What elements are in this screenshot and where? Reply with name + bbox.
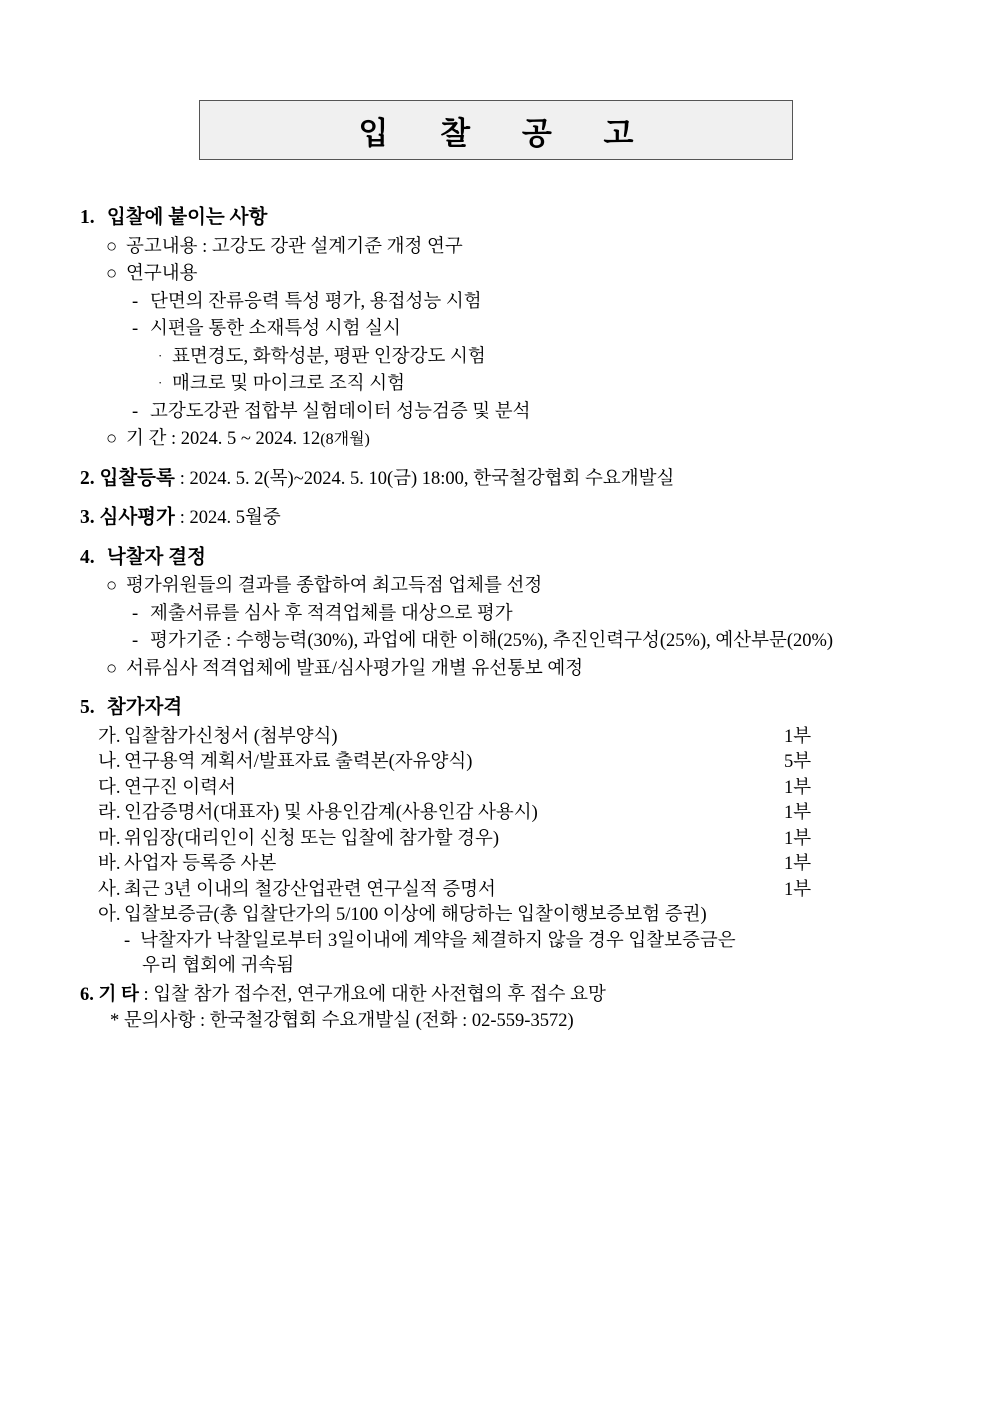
section-2-text: : 2024. 5. 2(목)~2024. 5. 10(금) 18:00, 한국철강협회 수요개발실 (179, 468, 675, 489)
section-6-title: 기 타 (98, 984, 139, 1005)
bullet-dash-icon: - (132, 319, 139, 339)
section-1-item-6 (132, 403, 904, 422)
section-1-item-3 (158, 348, 904, 367)
qualification-row (98, 830, 904, 849)
bullet-dash-icon: - (132, 401, 139, 422)
section-4-heading (80, 548, 904, 568)
qualification-row (98, 804, 904, 823)
section-4-item-2 (132, 632, 904, 651)
section-5 (80, 698, 904, 976)
section-6-text: : 입찰 참가 접수전, 연구개요에 대한 사전협의 후 접수 요망 (143, 984, 606, 1005)
bullet-circle-icon: ○ (106, 264, 118, 284)
section-4-number: 4. (80, 546, 95, 568)
section-4-item-0-text: 평가위원들의 결과를 종합하여 최고득점 업체를 선정 (126, 576, 543, 596)
qualification-count: 1부 (784, 726, 812, 747)
section-5-heading (80, 698, 904, 718)
section-1-heading (80, 208, 904, 228)
section-1-number: 1. (80, 207, 95, 228)
section-4-title: 낙찰자 결정 (106, 546, 206, 568)
qualification-label: 바. (98, 854, 121, 874)
bullet-dash-icon: - (132, 291, 139, 312)
bullet-dash-icon: - (132, 603, 139, 624)
qualification-subnote (124, 932, 904, 951)
section-4-item-1 (132, 605, 904, 624)
section-1-item-5-text: 시편을 통한 소재특성 시험 실시 (150, 319, 401, 339)
section-1-item-7-text: 기 간 : 2024. 5 ~ 2024. 12 (126, 429, 321, 449)
bullet-dot-icon: · (158, 347, 163, 363)
section-2-number: 2. (80, 467, 95, 489)
section-1-item-2-text: 단면의 잔류응력 특성 평가, 용접성능 시험 (150, 291, 482, 312)
section-4-item-3 (106, 660, 904, 679)
qualification-row (98, 728, 904, 747)
bullet-circle-icon: ○ (106, 658, 118, 679)
qualification-text: 최근 3년 이내의 철강산업관련 연구실적 증명서 (124, 879, 496, 900)
qualification-row (98, 753, 904, 772)
section-2-title: 입찰등록 (99, 467, 175, 489)
section-4-item-1-text: 제출서류를 심사 후 적격업체를 대상으로 평가 (150, 603, 513, 624)
bullet-dash-icon: - (132, 631, 139, 651)
qualification-text: 위임장(대리인이 신청 또는 입찰에 참가할 경우) (124, 828, 499, 849)
section-5-number: 5. (80, 697, 95, 718)
qualification-row (98, 906, 904, 925)
section-1-item-1-text: 연구내용 (126, 264, 198, 284)
qualification-count: 1부 (784, 828, 812, 849)
section-3-text: : 2024. 5월중 (179, 508, 281, 528)
section-6-number: 6. (80, 984, 94, 1005)
qualification-text: 입찰보증금(총 입찰단가의 5/100 이상에 해당하는 입찰이행보증보험 증권) (124, 905, 707, 925)
title-box (199, 100, 793, 160)
qualification-label: 사. (98, 879, 121, 900)
bullet-dash-icon: - (124, 930, 131, 951)
qualification-text: 연구용역 계획서/발표자료 출력본(자유양식) (124, 752, 473, 772)
section-1-item-3-text: 표면경도, 화학성분, 평판 인장강도 시험 (172, 346, 486, 367)
page-title: 입 찰 공 고 (358, 115, 656, 151)
section-2 (80, 469, 904, 489)
bullet-dot-icon: · (158, 375, 163, 390)
section-1 (80, 208, 904, 449)
section-1-item-4 (158, 375, 904, 394)
qualification-label: 나. (98, 752, 121, 772)
footnote: * 문의사항 : 한국철강협회 수요개발실 (전화 : 02-559-3572) (110, 1011, 574, 1031)
section-1-item-1 (106, 265, 904, 284)
qualification-text: 입찰참가신청서 (첨부양식) (124, 726, 338, 747)
section-1-title: 입찰에 붙이는 사항 (106, 207, 268, 228)
title-container (0, 0, 992, 160)
section-1-item-0 (106, 238, 904, 257)
section-3-title: 심사평가 (99, 507, 175, 528)
section-1-item-0-text: 공고내용 : 고강도 강관 설계기준 개정 연구 (126, 236, 463, 257)
bullet-circle-icon: ○ (106, 576, 118, 596)
qualification-count: 1부 (784, 777, 812, 798)
qualification-text: 인감증명서(대표자) 및 사용인감계(사용인감 사용시) (124, 803, 538, 823)
qualification-text: 사업자 등록증 사본 (124, 854, 277, 874)
section-1-item-7 (106, 430, 904, 449)
qualification-row (98, 779, 904, 798)
section-6 (80, 986, 904, 1005)
section-1-item-6-text: 고강도강관 접합부 실험데이터 성능검증 및 분석 (150, 401, 531, 422)
qualification-label: 마. (98, 828, 121, 849)
qualification-count: 5부 (784, 752, 812, 772)
section-1-item-2 (132, 293, 904, 312)
qualification-label: 라. (98, 803, 121, 823)
qualification-label: 아. (98, 905, 121, 925)
section-5-title: 참가자격 (106, 697, 183, 718)
section-4-item-2-text: 평가기준 : 수행능력(30%), 과업에 대한 이해(25%), 추진인력구성(25%), 예산부문(20%) (150, 631, 834, 651)
qualification-subnote-text: 낙찰자가 낙찰일로부터 3일이내에 계약을 체결하지 않을 경우 입찰보증금은 (140, 930, 736, 951)
section-1-item-5 (132, 320, 904, 339)
bullet-circle-icon: ○ (106, 429, 118, 449)
qualification-row (98, 855, 904, 874)
document-content (0, 208, 992, 1031)
qualification-count: 1부 (784, 803, 812, 823)
qualification-subnote-continued: 우리 협회에 귀속됨 (142, 956, 295, 976)
qualification-label: 다. (98, 777, 121, 798)
section-1-item-4-text: 매크로 및 마이크로 조직 시험 (172, 374, 405, 394)
bullet-circle-icon: ○ (106, 236, 118, 257)
section-4 (80, 548, 904, 679)
qualification-count: 1부 (784, 854, 812, 874)
section-3-number: 3. (80, 507, 95, 528)
section-4-item-3-text: 서류심사 적격업체에 발표/심사평가일 개별 유선통보 예정 (126, 658, 584, 679)
section-1-item-7-suffix: (8개월) (320, 431, 370, 448)
qualification-count: 1부 (784, 879, 812, 900)
qualification-text: 연구진 이력서 (124, 777, 236, 798)
qualification-count (776, 906, 904, 925)
qualification-row (98, 881, 904, 900)
section-3 (80, 508, 904, 528)
section-4-item-0 (106, 577, 904, 596)
qualification-label: 가. (98, 726, 121, 747)
